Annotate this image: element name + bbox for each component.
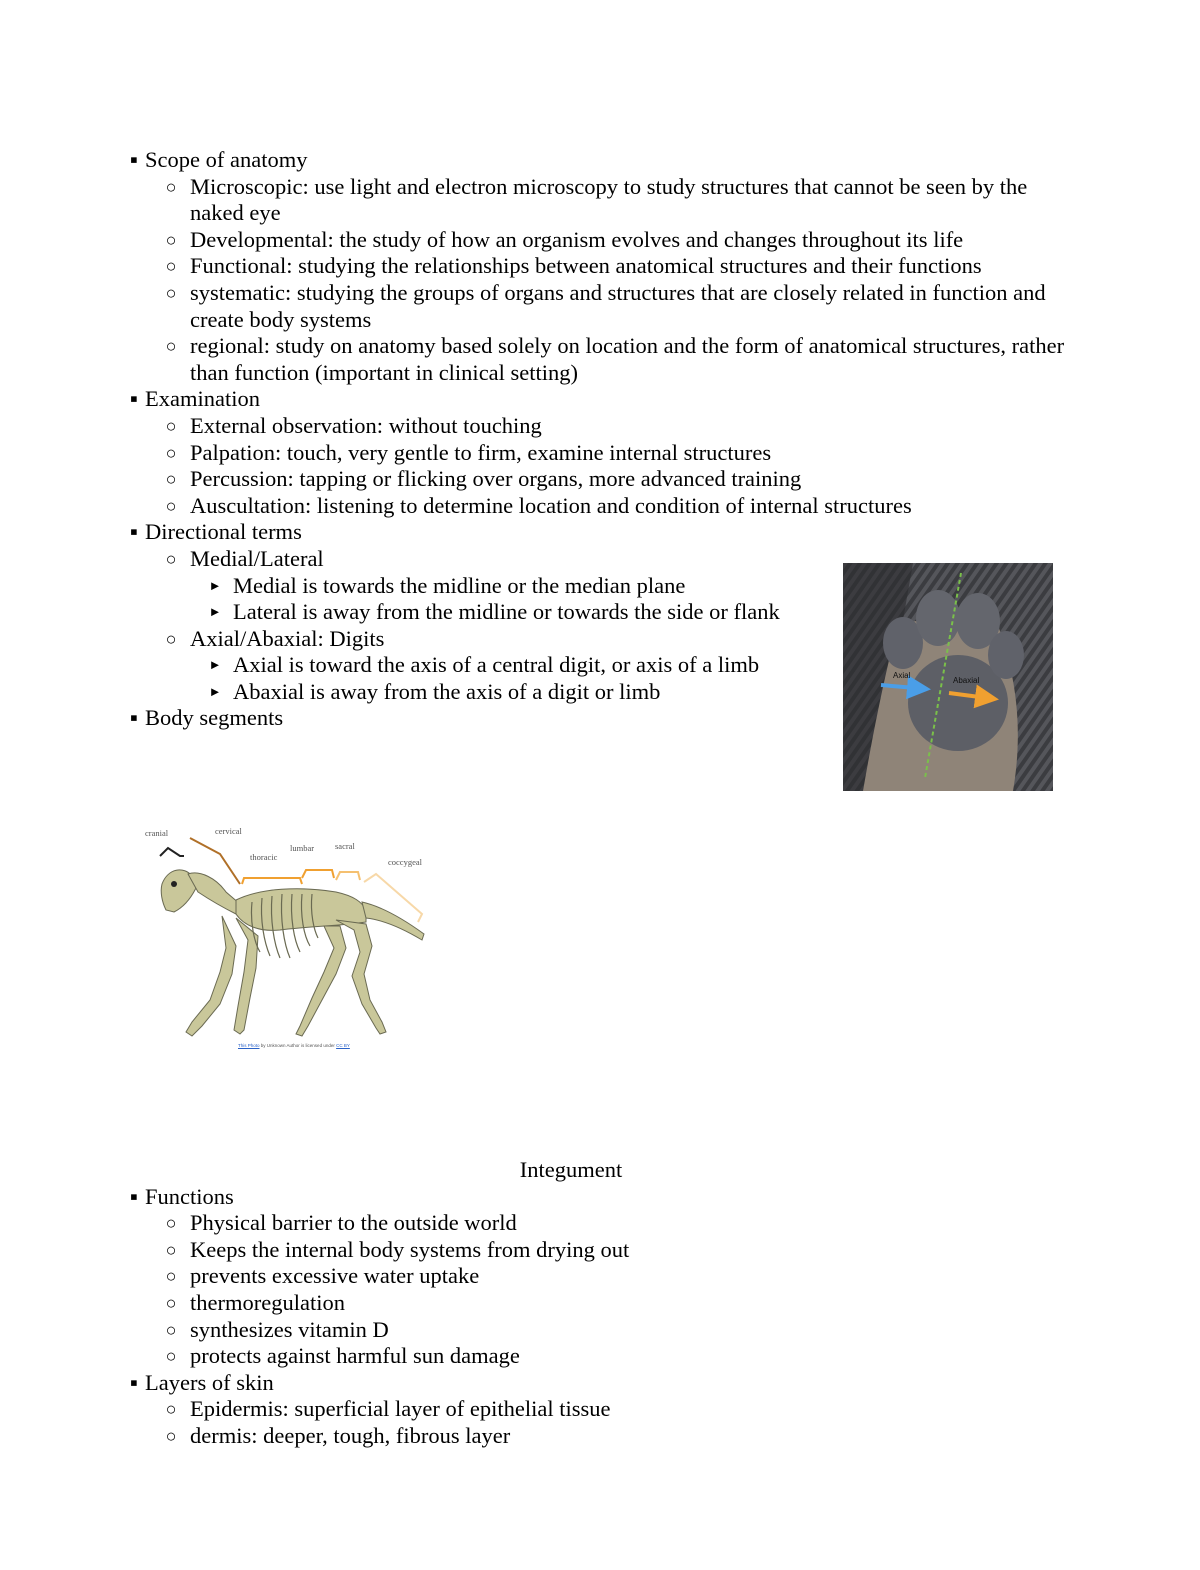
label-coccygeal: coccygeal	[388, 857, 422, 867]
label-sacral: sacral	[335, 841, 355, 851]
list-item: ○ Palpation: touch, very gentle to firm, examine internal structures	[0, 440, 1200, 467]
circle-bullet-icon: ○	[165, 282, 177, 303]
list-item: ○ dermis: deeper, tough, fibrous layer	[0, 1423, 1200, 1450]
credit-link[interactable]: This Photo	[238, 1043, 260, 1048]
heading-layers: Layers of skin	[145, 1369, 274, 1395]
triangle-bullet-icon: ►	[208, 657, 222, 673]
circle-bullet-icon: ○	[165, 469, 177, 490]
list-item: ○ regional: study on anatomy based solely on location and the form of anatomical structures, rather than function (important in clinical setting)	[0, 333, 1085, 386]
list-item: ► Axial is toward the axis of a central digit, or axis of a limb	[208, 652, 760, 678]
circle-bullet-icon: ○	[165, 1213, 177, 1234]
square-bullet-icon: ▪	[130, 1183, 138, 1209]
list-item: ○ Keeps the internal body systems from drying out	[0, 1237, 1200, 1264]
list-item: ○ Percussion: tapping or flicking over organs, more advanced training	[0, 466, 1200, 493]
lumbar-bracket	[302, 870, 334, 878]
heading-body-segments: Body segments	[145, 705, 284, 731]
paw-photo-illustration	[843, 563, 1053, 791]
circle-bullet-icon: ○	[165, 229, 177, 250]
list-item: ○ Developmental: the study of how an organism evolves and changes throughout its life	[0, 227, 1190, 254]
heading-scope: Scope of anatomy	[145, 147, 308, 172]
circle-bullet-icon: ○	[165, 256, 177, 277]
thoracic-bracket	[242, 878, 302, 884]
square-bullet-icon: ▪	[130, 386, 138, 412]
circle-bullet-icon: ○	[165, 176, 177, 197]
circle-bullet-icon: ○	[165, 1266, 177, 1287]
heading-examination: Examination	[145, 386, 260, 412]
label-cranial: cranial	[145, 828, 169, 838]
list-item-functions	[0, 1184, 1200, 1211]
square-bullet-icon: ▪	[130, 519, 138, 545]
list-item: ○ Microscopic: use light and electron microscopy to study structures that cannot be seen by the naked eye	[0, 174, 1085, 227]
circle-bullet-icon: ○	[165, 1425, 177, 1446]
label-thoracic: thoracic	[250, 852, 278, 862]
axial-label: Axial	[893, 671, 911, 680]
paw-photo	[843, 563, 1053, 791]
list-item: ○ Epidermis: superficial layer of epithelial tissue	[0, 1396, 1200, 1423]
list-item: ○ synthesizes vitamin D	[0, 1317, 1200, 1344]
circle-bullet-icon: ○	[165, 1399, 177, 1420]
list-item: ○ Functional: studying the relationships between anatomical structures and their functions	[0, 253, 1040, 280]
abaxial-label: Abaxial	[953, 676, 980, 685]
triangle-bullet-icon: ►	[208, 683, 222, 699]
circle-bullet-icon: ○	[165, 628, 177, 649]
circle-bullet-icon: ○	[165, 1319, 177, 1340]
circle-bullet-icon: ○	[165, 1292, 177, 1313]
circle-bullet-icon: ○	[165, 495, 177, 516]
heading-functions: Functions	[145, 1183, 234, 1209]
circle-bullet-icon: ○	[165, 548, 177, 569]
figure-credit: This Photo by Unknown Author is licensed under CC BY	[238, 1043, 350, 1048]
list-item: ○ External observation: without touching	[0, 413, 1200, 440]
list-item-directional	[0, 519, 1200, 546]
heading-directional: Directional terms	[145, 519, 302, 545]
square-bullet-icon: ▪	[130, 705, 138, 731]
horse-skeleton-figure	[140, 822, 440, 1054]
integument-outline	[0, 1184, 1200, 1450]
list-item: ○ Medial/Lateral	[0, 546, 1200, 573]
square-bullet-icon: ▪	[130, 147, 138, 172]
label-lumbar: lumbar	[290, 843, 315, 853]
list-item-layers	[0, 1370, 1200, 1397]
label-cervical: cervical	[215, 826, 242, 836]
list-item: ○ protects against harmful sun damage	[0, 1343, 1200, 1370]
list-item: ► Medial is towards the midline or the median plane	[208, 572, 686, 598]
integument-section	[0, 1157, 1200, 1450]
circle-bullet-icon: ○	[165, 1239, 177, 1260]
list-item: ► Lateral is away from the midline or towards the side or flank	[208, 599, 780, 625]
list-item-examination	[0, 386, 1200, 413]
list-item: ○ prevents excessive water uptake	[0, 1263, 1200, 1290]
list-item: ○ Physical barrier to the outside world	[0, 1210, 1200, 1237]
list-item-scope	[0, 147, 1200, 174]
circle-bullet-icon: ○	[165, 415, 177, 436]
section-title: Integument	[519, 1157, 623, 1182]
list-item: ○ systematic: studying the groups of organs and structures that are closely related in function and create body systems	[0, 280, 1085, 333]
circle-bullet-icon: ○	[165, 442, 177, 463]
square-bullet-icon: ▪	[130, 1369, 138, 1395]
license-link[interactable]: CC BY	[336, 1043, 350, 1048]
list-item: ○ Auscultation: listening to determine location and condition of internal structures	[0, 493, 1200, 520]
triangle-bullet-icon: ►	[208, 604, 222, 620]
circle-bullet-icon: ○	[165, 1346, 177, 1367]
list-item: ○ Axial/Abaxial: Digits	[0, 626, 1200, 653]
eye-socket	[171, 881, 177, 887]
circle-bullet-icon: ○	[165, 336, 177, 357]
list-item: ► Abaxial is away from the axis of a digit or limb	[208, 678, 661, 704]
cranial-bracket	[160, 848, 184, 856]
list-item: ○ thermoregulation	[0, 1290, 1200, 1317]
sacral-bracket	[336, 872, 360, 880]
triangle-bullet-icon: ►	[208, 577, 222, 593]
